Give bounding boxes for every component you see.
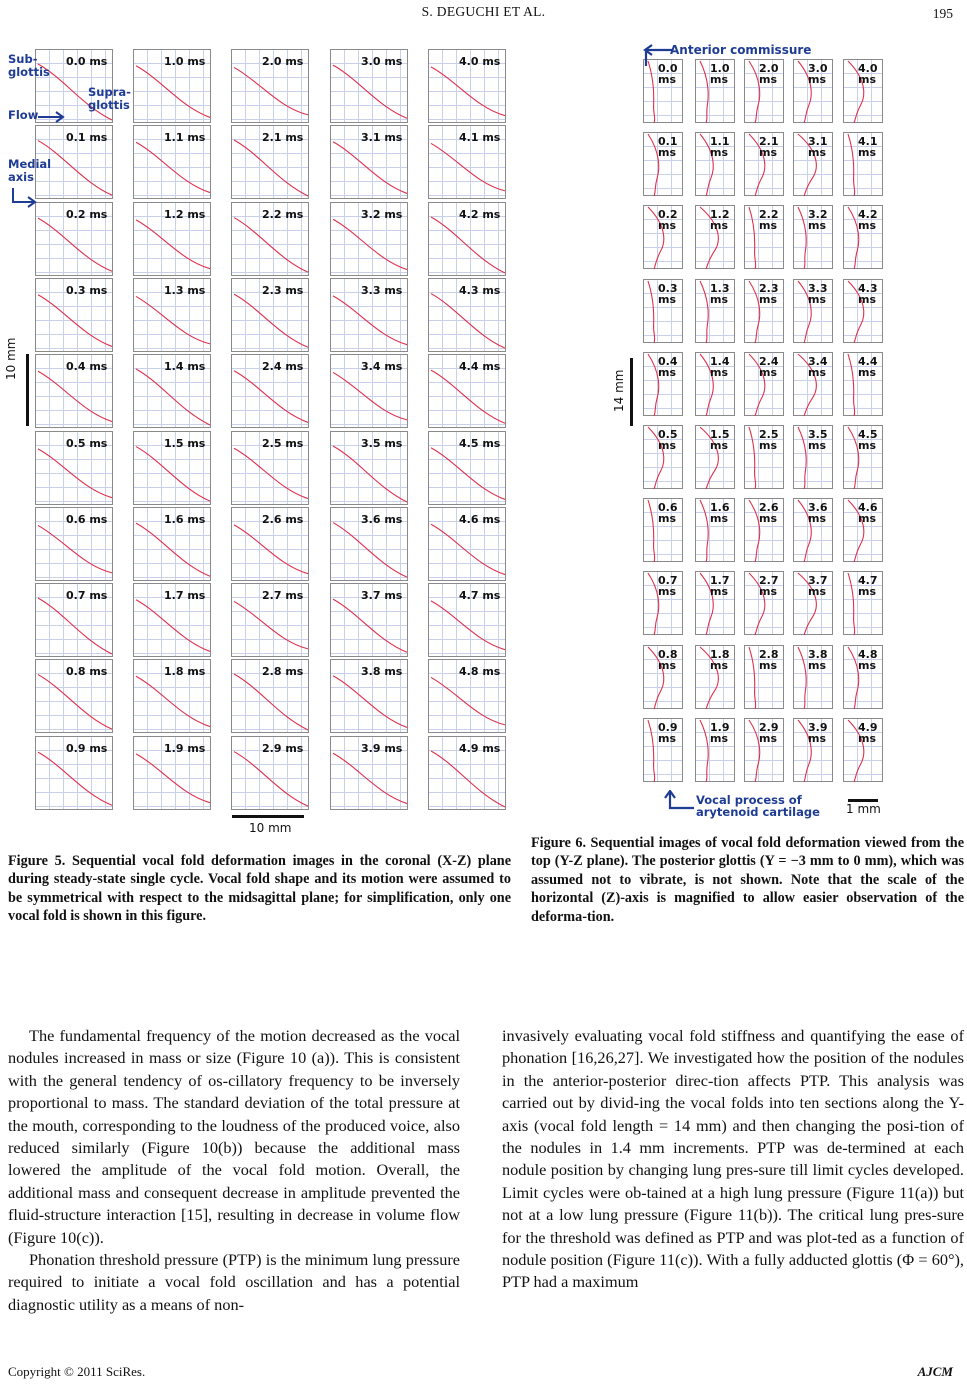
fig5-tile bbox=[35, 202, 113, 276]
time-label: 1.2 ms bbox=[164, 207, 206, 221]
time-label: 1.7 ms bbox=[164, 589, 206, 603]
time-label: 4.0 ms bbox=[858, 62, 878, 86]
fig6-tile bbox=[793, 498, 833, 562]
time-label: 3.1 ms bbox=[808, 135, 828, 160]
time-label: 2.0 ms bbox=[262, 55, 304, 68]
time-label: 0.9 ms bbox=[66, 741, 108, 755]
time-label: 0.0 ms bbox=[66, 55, 108, 68]
time-label: 1.1 ms bbox=[164, 131, 206, 145]
time-label: 1.0 ms bbox=[164, 55, 206, 68]
vocal-fold-contour bbox=[431, 67, 505, 116]
time-label: 3.0 ms bbox=[808, 62, 828, 86]
fig6-tile bbox=[695, 205, 735, 269]
fig5-tile bbox=[330, 431, 408, 505]
vocal-fold-contour bbox=[234, 217, 308, 272]
figure-6-caption: Figure 6. Sequential images of vocal fold deformation viewed from the top (Y-Z plane). The posterior glottis (Y = −3 mm to 0 mm), which was assumed not to vibrate, is not shown. Note that the scale of the horizontal (Z)-axis is magnified to allow easier observation of the deforma-tion. bbox=[531, 835, 964, 925]
vocal-fold-contour bbox=[431, 678, 505, 725]
time-label: 4.4 ms bbox=[858, 354, 878, 379]
fig6-tile bbox=[843, 425, 883, 489]
fig5-tile bbox=[428, 354, 506, 428]
time-label: 3.7 ms bbox=[361, 589, 403, 603]
fig6-tile bbox=[843, 205, 883, 269]
time-label: 3.9 ms bbox=[808, 720, 828, 745]
fig6-tile bbox=[695, 132, 735, 196]
scale-bar-horizontal-fig5 bbox=[232, 815, 304, 818]
flow-label: Flow bbox=[8, 108, 39, 122]
time-label: 1.6 ms bbox=[710, 501, 730, 526]
time-label: 1.7 ms bbox=[710, 574, 730, 599]
time-label: 3.0 ms bbox=[361, 55, 403, 68]
fig5-tile bbox=[231, 354, 309, 428]
vocal-fold-contour bbox=[431, 217, 505, 273]
vocal-fold-contour bbox=[136, 523, 210, 576]
body-right-column bbox=[502, 1025, 964, 1294]
fig5-tile bbox=[133, 507, 211, 581]
time-label: 2.3 ms bbox=[759, 281, 779, 306]
vocal-fold-contour bbox=[136, 219, 210, 268]
vocal-fold-contour bbox=[234, 751, 308, 806]
time-label: 1.9 ms bbox=[164, 741, 206, 755]
time-label: 3.5 ms bbox=[361, 436, 403, 450]
vocal-fold-contour bbox=[136, 754, 210, 803]
time-label: 0.6 ms bbox=[66, 512, 108, 526]
fig6-tile bbox=[744, 59, 784, 123]
flow-arrow-icon bbox=[36, 110, 66, 124]
fig5-tile bbox=[330, 583, 408, 657]
running-title: S. DEGUCHI ET AL. bbox=[421, 4, 546, 19]
time-label: 2.1 ms bbox=[262, 131, 304, 145]
fig5-tile bbox=[330, 736, 408, 810]
subglottis-label: Sub- glottis bbox=[8, 52, 50, 79]
vocal-fold-contour bbox=[333, 142, 407, 194]
fig6-tile bbox=[793, 425, 833, 489]
anterior-commissure-label: Anterior commissure bbox=[670, 43, 812, 57]
time-label: 1.0 ms bbox=[710, 62, 730, 86]
time-label: 1.5 ms bbox=[710, 428, 730, 452]
fig5-tile bbox=[231, 659, 309, 733]
scale-label-horizontal-fig5: 10 mm bbox=[249, 821, 292, 835]
time-label: 4.8 ms bbox=[858, 647, 878, 672]
fig5-tile bbox=[35, 354, 113, 428]
time-label: 4.7 ms bbox=[459, 589, 501, 603]
page-number: 195 bbox=[932, 6, 953, 21]
vocal-fold-contour bbox=[38, 448, 112, 497]
time-label: 3.4 ms bbox=[808, 354, 828, 379]
vocal-fold-contour bbox=[798, 207, 806, 269]
vocal-fold-contour bbox=[700, 720, 708, 782]
time-label: 0.4 ms bbox=[658, 354, 678, 379]
fig6-tile bbox=[643, 498, 683, 562]
time-label: 2.4 ms bbox=[262, 360, 304, 374]
time-label: 4.2 ms bbox=[459, 207, 501, 221]
fig6-tile bbox=[843, 571, 883, 635]
time-label: 0.4 ms bbox=[66, 360, 108, 374]
vocal-fold-contour bbox=[234, 525, 308, 574]
time-label: 3.6 ms bbox=[808, 501, 828, 526]
fig5-tile bbox=[428, 736, 506, 810]
paragraph: The fundamental frequency of the motion decreased as the vocal nodules increased in mass or size (Figure 10 (a)). This is consistent with the general tendency of os-cillatory frequency to be inversely proportional to mass. The standard deviation of the total pressure at the mouth, corresponding to the loudness of the produced voice, also reduced similarly (Figure 10(b)) because the additional mass lowered the amplitude of the vocal fold motion. Overall, the additional mass and consequent decrease in amplitude prevented the fluid-structure interaction [15], resulting in decrease in volume flow (Figure 10(c)). bbox=[8, 1026, 460, 1247]
time-label: 0.1 ms bbox=[66, 131, 108, 145]
fig5-tile bbox=[428, 202, 506, 276]
time-label: 0.8 ms bbox=[66, 665, 108, 679]
vocal-fold-contour bbox=[136, 66, 210, 118]
vocal-fold-contour bbox=[848, 573, 855, 635]
time-label: 1.1 ms bbox=[710, 135, 730, 160]
fig6-tile bbox=[643, 279, 683, 343]
fig5-tile bbox=[35, 736, 113, 810]
fig6-tile bbox=[744, 718, 784, 782]
fig5-tile bbox=[133, 125, 211, 199]
vocal-fold-contour bbox=[234, 448, 308, 498]
time-label: 3.2 ms bbox=[361, 207, 403, 221]
time-label: 3.4 ms bbox=[361, 360, 403, 374]
medial-axis-arrow-icon bbox=[10, 186, 40, 208]
medial-axis-label: Medial axis bbox=[8, 157, 52, 184]
vocal-fold-contour bbox=[648, 720, 655, 782]
fig5-tile bbox=[428, 583, 506, 657]
time-label: 3.9 ms bbox=[361, 741, 403, 755]
vocal-fold-contour bbox=[234, 140, 308, 196]
vocal-fold-contour bbox=[798, 647, 806, 709]
fig6-tile bbox=[843, 279, 883, 343]
time-label: 1.5 ms bbox=[164, 436, 206, 450]
vocal-fold-contour bbox=[38, 675, 112, 730]
vocal-fold-contour bbox=[431, 370, 505, 423]
time-label: 2.2 ms bbox=[759, 208, 779, 233]
fig5-tile bbox=[330, 278, 408, 352]
fig6-tile bbox=[695, 352, 735, 416]
vocal-process-arrow-icon bbox=[662, 790, 698, 814]
time-label: 0.9 ms bbox=[658, 720, 678, 745]
fig5-tile bbox=[133, 354, 211, 428]
vocal-fold-contour bbox=[136, 143, 210, 193]
time-label: 4.1 ms bbox=[459, 131, 501, 145]
fig5-tile bbox=[231, 202, 309, 276]
vocal-fold-contour bbox=[848, 354, 855, 416]
vocal-fold-contour bbox=[333, 522, 407, 577]
vocal-fold-contour bbox=[136, 296, 210, 343]
vocal-fold-contour bbox=[333, 446, 407, 502]
time-label: 4.3 ms bbox=[858, 281, 878, 306]
fig6-tile bbox=[643, 132, 683, 196]
fig5-tile bbox=[330, 354, 408, 428]
time-label: 2.4 ms bbox=[759, 354, 779, 379]
fig5-tile bbox=[330, 125, 408, 199]
fig5-tile bbox=[428, 431, 506, 505]
time-label: 1.8 ms bbox=[164, 665, 206, 679]
time-label: 0.5 ms bbox=[658, 428, 678, 452]
fig6-tile bbox=[793, 205, 833, 269]
paragraph: invasively evaluating vocal fold stiffness and quantifying the ease of phonation [16,26,27]. We investigated how the position of the nodules in the anterior-posterior direc-tion affects PTP. This analysis was carried out by divid-ing the vocal folds into ten sections along the Y-axis (vocal fold length = 14 mm) and then changing the posi-tion of the nodules in 1.4 mm increments. PTP was de-termined at each nodule position by changing lung pres-sure till limit cycles developed. Limit cycles were ob-tained at a high lung pressure (Figure 11(a)) but not at a low lung pressure (Figure 11(b)). The critical lung pres-sure for the threshold was defined as PTP and was plot-ted as a function of nodule position (Figure 11(c)). With a fully adducted glottis (Φ = 60°), PTP had a maximum bbox=[502, 1026, 964, 1292]
fig5-tile bbox=[428, 49, 506, 123]
scale-bar-vertical-fig6 bbox=[630, 358, 633, 426]
time-label: 4.1 ms bbox=[858, 135, 878, 160]
fig6-tile bbox=[793, 645, 833, 709]
scale-bar-vertical-fig5 bbox=[26, 354, 29, 426]
fig5-tile bbox=[35, 507, 113, 581]
fig5-tile bbox=[330, 202, 408, 276]
vocal-fold-contour bbox=[136, 600, 210, 652]
fig6-tile bbox=[843, 645, 883, 709]
time-label: 4.9 ms bbox=[858, 720, 878, 745]
vocal-fold-contour bbox=[333, 599, 407, 652]
fig6-tile bbox=[843, 718, 883, 782]
vocal-fold-contour bbox=[431, 293, 505, 348]
fig5-tile bbox=[133, 49, 211, 123]
fig5-tile bbox=[428, 278, 506, 352]
scale-label-vertical-fig5: 10 mm bbox=[4, 337, 18, 380]
time-label: 2.6 ms bbox=[759, 501, 779, 526]
vocal-fold-contour bbox=[749, 647, 756, 709]
vocal-fold-contour bbox=[234, 674, 308, 730]
fig5-tile bbox=[133, 202, 211, 276]
time-label: 2.8 ms bbox=[759, 647, 779, 672]
vocal-fold-contour bbox=[38, 525, 112, 572]
fig6-tile bbox=[793, 352, 833, 416]
time-label: 0.0 ms bbox=[658, 62, 678, 86]
time-label: 3.3 ms bbox=[361, 283, 403, 297]
fig5-tile bbox=[35, 431, 113, 505]
time-label: 4.3 ms bbox=[459, 283, 501, 297]
time-label: 0.2 ms bbox=[66, 207, 108, 221]
fig5-tile bbox=[330, 507, 408, 581]
supraglottis-label: Supra- glottis bbox=[88, 85, 131, 112]
figure-5-caption: Figure 5. Sequential vocal fold deformation images in the coronal (X-Z) plane during steady-state single cycle. Vocal fold shape and its motion were assumed to be symmetrical with respect to the midsagittal plane; for simplification, only one vocal fold is shown in this figure. bbox=[8, 853, 511, 925]
time-label: 3.7 ms bbox=[808, 574, 828, 599]
fig5-tile bbox=[133, 736, 211, 810]
fig6-tile bbox=[744, 425, 784, 489]
vocal-fold-contour bbox=[234, 371, 308, 423]
fig6-tile bbox=[695, 498, 735, 562]
vocal-fold-contour bbox=[333, 373, 407, 420]
time-label: 0.7 ms bbox=[658, 574, 678, 599]
time-label: 1.4 ms bbox=[710, 354, 730, 379]
fig6-tile bbox=[643, 571, 683, 635]
fig6-tile bbox=[843, 132, 883, 196]
time-label: 4.0 ms bbox=[459, 55, 501, 68]
time-label: 2.9 ms bbox=[759, 720, 779, 745]
fig6-tile bbox=[793, 718, 833, 782]
vocal-fold-contour bbox=[648, 281, 655, 343]
fig5-tile bbox=[428, 659, 506, 733]
scale-label-vertical-fig6: 14 mm bbox=[612, 369, 626, 412]
fig6-tile bbox=[793, 59, 833, 123]
fig5-tile bbox=[231, 278, 309, 352]
body-left-column bbox=[8, 1025, 460, 1316]
time-label: 0.2 ms bbox=[658, 208, 678, 233]
fig6-tile bbox=[643, 205, 683, 269]
vocal-fold-contour bbox=[333, 676, 407, 728]
time-label: 2.5 ms bbox=[262, 436, 304, 450]
fig6-tile bbox=[643, 645, 683, 709]
fig6-tile bbox=[744, 498, 784, 562]
fig6-tile bbox=[744, 645, 784, 709]
fig5-tile bbox=[428, 507, 506, 581]
time-label: 3.5 ms bbox=[808, 428, 828, 452]
fig5-tile bbox=[133, 659, 211, 733]
vocal-fold-contour bbox=[38, 371, 112, 421]
time-label: 4.9 ms bbox=[459, 741, 501, 755]
time-label: 3.3 ms bbox=[808, 281, 828, 306]
journal-name: AJCM bbox=[917, 1364, 953, 1379]
fig5-tile bbox=[133, 583, 211, 657]
fig6-tile bbox=[843, 59, 883, 123]
fig6-tile bbox=[695, 718, 735, 782]
time-label: 0.6 ms bbox=[658, 501, 678, 526]
vocal-fold-contour bbox=[798, 427, 806, 489]
fig6-tile bbox=[695, 571, 735, 635]
vocal-fold-contour bbox=[234, 67, 308, 114]
fig6-tile bbox=[843, 498, 883, 562]
vocal-fold-contour bbox=[848, 134, 855, 196]
time-label: 2.3 ms bbox=[262, 283, 304, 297]
fig5-tile bbox=[330, 659, 408, 733]
time-label: 1.4 ms bbox=[164, 360, 206, 374]
time-label: 2.5 ms bbox=[759, 428, 779, 452]
fig6-tile bbox=[695, 279, 735, 343]
vocal-fold-contour bbox=[648, 500, 655, 562]
time-label: 2.2 ms bbox=[262, 207, 304, 221]
vocal-fold-contour bbox=[38, 598, 112, 654]
time-label: 2.8 ms bbox=[262, 665, 304, 679]
fig5-tile bbox=[231, 49, 309, 123]
time-label: 3.1 ms bbox=[361, 131, 403, 145]
vocal-fold-contour bbox=[38, 295, 112, 347]
vocal-fold-contour bbox=[700, 61, 708, 123]
time-label: 4.5 ms bbox=[858, 428, 878, 452]
time-label: 2.6 ms bbox=[262, 512, 304, 526]
fig5-tile bbox=[133, 278, 211, 352]
time-label: 1.8 ms bbox=[710, 647, 730, 672]
fig6-tile bbox=[744, 279, 784, 343]
time-label: 2.7 ms bbox=[759, 574, 779, 599]
vocal-fold-contour bbox=[431, 751, 505, 807]
time-label: 2.9 ms bbox=[262, 741, 304, 755]
fig6-tile bbox=[793, 571, 833, 635]
vocal-fold-contour bbox=[333, 296, 407, 345]
fig5-tile bbox=[35, 659, 113, 733]
time-label: 4.7 ms bbox=[858, 574, 878, 599]
fig5-tile bbox=[231, 583, 309, 657]
time-label: 2.1 ms bbox=[759, 135, 779, 160]
fig6-tile bbox=[695, 645, 735, 709]
vocal-fold-contour bbox=[333, 753, 407, 803]
fig5-tile bbox=[231, 125, 309, 199]
vocal-fold-contour bbox=[38, 218, 112, 271]
vocal-fold-contour bbox=[749, 207, 756, 269]
fig6-tile bbox=[695, 425, 735, 489]
scale-label-horizontal-fig6: 1 mm bbox=[846, 802, 881, 816]
time-label: 2.0 ms bbox=[759, 62, 779, 86]
time-label: 1.6 ms bbox=[164, 512, 206, 526]
fig6-tile bbox=[695, 59, 735, 123]
fig5-tile bbox=[330, 49, 408, 123]
vocal-fold-contour bbox=[700, 500, 708, 562]
time-label: 1.2 ms bbox=[710, 208, 730, 233]
fig6-tile bbox=[643, 352, 683, 416]
time-label: 3.6 ms bbox=[361, 512, 403, 526]
fig6-tile bbox=[643, 425, 683, 489]
vocal-fold-contour bbox=[431, 144, 505, 191]
fig6-tile bbox=[843, 352, 883, 416]
vocal-fold-contour bbox=[431, 524, 505, 574]
vocal-fold-contour bbox=[136, 677, 210, 727]
time-label: 1.3 ms bbox=[164, 283, 206, 297]
fig5-tile bbox=[231, 736, 309, 810]
time-label: 1.9 ms bbox=[710, 720, 730, 745]
fig6-tile bbox=[744, 132, 784, 196]
fig6-tile bbox=[793, 279, 833, 343]
vocal-fold-contour bbox=[648, 61, 655, 123]
vocal-fold-contour bbox=[333, 219, 407, 269]
vocal-fold-contour bbox=[136, 446, 210, 501]
vocal-fold-contour bbox=[700, 281, 708, 343]
time-label: 4.8 ms bbox=[459, 665, 501, 679]
vocal-fold-contour bbox=[234, 602, 308, 649]
fig5-tile bbox=[133, 431, 211, 505]
paragraph: Phonation threshold pressure (PTP) is the minimum lung pressure required to initiate a vocal fold oscillation and has a potential diagnostic utility as a means of non- bbox=[8, 1250, 460, 1314]
vocal-process-label: Vocal process of arytenoid cartilage bbox=[696, 793, 820, 819]
vocal-fold-contour bbox=[333, 65, 407, 118]
fig5-tile bbox=[231, 507, 309, 581]
fig5-tile bbox=[35, 583, 113, 657]
time-label: 3.8 ms bbox=[361, 665, 403, 679]
time-label: 4.6 ms bbox=[459, 512, 501, 526]
time-label: 0.8 ms bbox=[658, 647, 678, 672]
fig6-tile bbox=[793, 132, 833, 196]
time-label: 4.6 ms bbox=[858, 501, 878, 526]
time-label: 0.7 ms bbox=[66, 589, 108, 603]
time-label: 4.4 ms bbox=[459, 360, 501, 374]
time-label: 1.3 ms bbox=[710, 281, 730, 306]
time-label: 0.3 ms bbox=[66, 283, 108, 297]
fig6-tile bbox=[744, 571, 784, 635]
vocal-fold-contour bbox=[749, 427, 756, 489]
fig5-tile bbox=[428, 125, 506, 199]
vocal-fold-contour bbox=[38, 752, 112, 805]
fig6-tile bbox=[744, 352, 784, 416]
fig6-tile bbox=[643, 718, 683, 782]
time-label: 3.8 ms bbox=[808, 647, 828, 672]
fig5-tile bbox=[231, 431, 309, 505]
vocal-fold-contour bbox=[136, 369, 210, 425]
time-label: 0.3 ms bbox=[658, 281, 678, 306]
time-label: 4.2 ms bbox=[858, 208, 878, 233]
vocal-fold-contour bbox=[234, 294, 308, 347]
fig6-tile bbox=[744, 205, 784, 269]
vocal-fold-contour bbox=[431, 601, 505, 650]
vocal-fold-contour bbox=[431, 447, 505, 499]
time-label: 0.5 ms bbox=[66, 436, 108, 450]
fig5-tile bbox=[35, 278, 113, 352]
time-label: 3.2 ms bbox=[808, 208, 828, 233]
time-label: 0.1 ms bbox=[658, 135, 678, 160]
time-label: 2.7 ms bbox=[262, 589, 304, 603]
copyright: Copyright © 2011 SciRes. bbox=[8, 1364, 146, 1379]
time-label: 4.5 ms bbox=[459, 436, 501, 450]
